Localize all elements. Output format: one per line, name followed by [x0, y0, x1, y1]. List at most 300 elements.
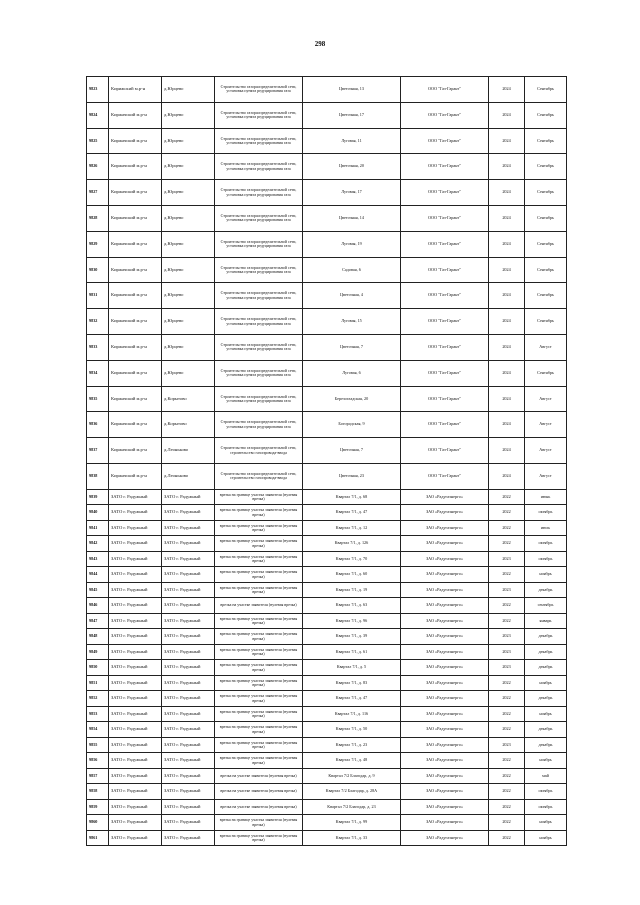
record-number-cell: 9845: [87, 582, 109, 598]
address-cell: Цветочная, 17: [303, 102, 401, 128]
table-row: [87, 505, 567, 521]
table-row: [87, 598, 567, 614]
settlement-cell: ЗАТО г. Радужный: [162, 629, 215, 645]
address-cell: Цветочная, 23: [303, 463, 401, 489]
month-cell: Сентябрь: [525, 205, 567, 231]
month-cell: ноябрь: [525, 830, 567, 846]
table-row: [87, 412, 567, 438]
settlement-cell: ЗАТО г. Радужный: [162, 520, 215, 536]
record-number-cell: 9833: [87, 334, 109, 360]
address-cell: Луговая, 19: [303, 231, 401, 257]
month-cell: ноябрь: [525, 706, 567, 722]
municipality-cell: ЗАТО г. Радужный: [109, 505, 162, 521]
address-cell: Квартал 7/1, д. 116: [303, 706, 401, 722]
records-table: [86, 76, 567, 846]
year-cell: 2022: [489, 613, 525, 629]
work-type-cell: Строительство газораспределительной сети, установка пункта редуцирования газа: [215, 102, 303, 128]
month-cell: май: [525, 768, 567, 784]
table-row: [87, 520, 567, 536]
work-type-cell: врезка на границе участка заявителя (нулевая врезка): [215, 629, 303, 645]
year-cell: 2022: [489, 536, 525, 552]
organization-cell: ООО "Газ-Гарант": [401, 257, 489, 283]
settlement-cell: ЗАТО г. Радужный: [162, 644, 215, 660]
address-cell: Луговая, 15: [303, 309, 401, 335]
record-number-cell: 9836: [87, 412, 109, 438]
work-type-cell: врезка на границе участка заявителя (нулевая врезка): [215, 551, 303, 567]
month-cell: октябрь: [525, 551, 567, 567]
settlement-cell: д.Юрцево: [162, 102, 215, 128]
record-number-cell: 9861: [87, 830, 109, 846]
record-number-cell: 9842: [87, 536, 109, 552]
table-row: [87, 77, 567, 103]
year-cell: 2022: [489, 799, 525, 815]
year-cell: 2022: [489, 567, 525, 583]
organization-cell: ЗАО «Радугаэнерго»: [401, 505, 489, 521]
settlement-cell: ЗАТО г. Радужный: [162, 598, 215, 614]
organization-cell: ЗАО «Радугаэнерго»: [401, 737, 489, 753]
address-cell: Квартал 7/1, д. 96: [303, 613, 401, 629]
organization-cell: ЗАО «Радугаэнерго»: [401, 551, 489, 567]
address-cell: Садовая, 6: [303, 257, 401, 283]
settlement-cell: д.Юрцево: [162, 77, 215, 103]
month-cell: Август: [525, 412, 567, 438]
month-cell: декабрь: [525, 644, 567, 660]
work-type-cell: врезка на границе участка заявителя (нулевая врезка): [215, 644, 303, 660]
month-cell: декабрь: [525, 629, 567, 645]
record-number-cell: 9828: [87, 205, 109, 231]
work-type-cell: Строительство газораспределительной сети, установка пункта редуцирования газа: [215, 205, 303, 231]
record-number-cell: 9839: [87, 489, 109, 505]
work-type-cell: врезка на границе участка заявителя (нулевая врезка): [215, 520, 303, 536]
record-number-cell: 9825: [87, 128, 109, 154]
table-row: [87, 613, 567, 629]
municipality-cell: ЗАТО г. Радужный: [109, 799, 162, 815]
address-cell: Цветочная, 7: [303, 334, 401, 360]
settlement-cell: ЗАТО г. Радужный: [162, 675, 215, 691]
address-cell: Квартал 7/1, д. 61: [303, 644, 401, 660]
year-cell: 2024: [489, 102, 525, 128]
organization-cell: ЗАО «Радугаэнерго»: [401, 722, 489, 738]
table-row: [87, 660, 567, 676]
address-cell: Квартал 7/1, д. 70: [303, 551, 401, 567]
record-number-cell: 9823: [87, 77, 109, 103]
settlement-cell: д.Леоньково: [162, 438, 215, 464]
page-number: 298: [314, 40, 326, 48]
table-row: [87, 386, 567, 412]
settlement-cell: ЗАТО г. Радужный: [162, 799, 215, 815]
organization-cell: ООО "Газ-Гарант": [401, 463, 489, 489]
work-type-cell: Строительство газораспределительной сети, установка пункта редуцирования газа: [215, 283, 303, 309]
settlement-cell: д.Леоньково: [162, 463, 215, 489]
table-row: [87, 360, 567, 386]
record-number-cell: 9827: [87, 180, 109, 206]
month-cell: январь: [525, 613, 567, 629]
month-cell: ноябрь: [525, 753, 567, 769]
table-row: [87, 629, 567, 645]
work-type-cell: врезка на границе участка заявителя (нулевая врезка): [215, 660, 303, 676]
record-number-cell: 9848: [87, 629, 109, 645]
year-cell: 2022: [489, 598, 525, 614]
year-cell: 2022: [489, 520, 525, 536]
month-cell: Сентябрь: [525, 283, 567, 309]
organization-cell: ЗАО «Радугаэнерго»: [401, 675, 489, 691]
settlement-cell: ЗАТО г. Радужный: [162, 536, 215, 552]
work-type-cell: врезка на границе участка заявителя (нулевая врезка): [215, 815, 303, 831]
organization-cell: ООО "Газ-Гарант": [401, 77, 489, 103]
settlement-cell: ЗАТО г. Радужный: [162, 613, 215, 629]
month-cell: ноябрь: [525, 675, 567, 691]
record-number-cell: 9853: [87, 706, 109, 722]
settlement-cell: ЗАТО г. Радужный: [162, 768, 215, 784]
year-cell: 2024: [489, 128, 525, 154]
address-cell: Луговая, 17: [303, 180, 401, 206]
organization-cell: ООО "Газ-Гарант": [401, 205, 489, 231]
month-cell: Август: [525, 386, 567, 412]
record-number-cell: 9847: [87, 613, 109, 629]
organization-cell: ЗАО «Радугаэнерго»: [401, 567, 489, 583]
work-type-cell: врезка на границе участка заявителя (нулевая врезка): [215, 722, 303, 738]
record-number-cell: 9832: [87, 309, 109, 335]
work-type-cell: Строительство газораспределительной сети, строительство газопровода-ввода: [215, 438, 303, 464]
year-cell: 2024: [489, 231, 525, 257]
address-cell: Луговая, 11: [303, 128, 401, 154]
work-type-cell: врезка на участке заявителя (нулевая врезка): [215, 799, 303, 815]
table-row: [87, 768, 567, 784]
settlement-cell: д.Юрцево: [162, 360, 215, 386]
municipality-cell: ЗАТО г. Радужный: [109, 660, 162, 676]
municipality-cell: ЗАТО г. Радужный: [109, 582, 162, 598]
work-type-cell: Строительство газораспределительной сети, строительство газопровода-ввода: [215, 463, 303, 489]
record-number-cell: 9850: [87, 660, 109, 676]
municipality-cell: ЗАТО г. Радужный: [109, 613, 162, 629]
organization-cell: ЗАО «Радугаэнерго»: [401, 799, 489, 815]
month-cell: октябрь: [525, 784, 567, 800]
address-cell: Луговая, 6: [303, 360, 401, 386]
month-cell: сентябрь: [525, 598, 567, 614]
table-row: [87, 463, 567, 489]
organization-cell: ЗАО «Радугаэнерго»: [401, 489, 489, 505]
settlement-cell: ЗАТО г. Радужный: [162, 784, 215, 800]
municipality-cell: ЗАТО г. Радужный: [109, 520, 162, 536]
municipality-cell: ЗАТО г. Радужный: [109, 753, 162, 769]
settlement-cell: ЗАТО г. Радужный: [162, 567, 215, 583]
year-cell: 2022: [489, 815, 525, 831]
table-row: [87, 799, 567, 815]
year-cell: 2022: [489, 489, 525, 505]
year-cell: 2024: [489, 257, 525, 283]
record-number-cell: 9856: [87, 753, 109, 769]
settlement-cell: ЗАТО г. Радужный: [162, 691, 215, 707]
settlement-cell: ЗАТО г. Радужный: [162, 582, 215, 598]
record-number-cell: 9831: [87, 283, 109, 309]
year-cell: 2024: [489, 180, 525, 206]
year-cell: 2022: [489, 768, 525, 784]
year-cell: 2022: [489, 675, 525, 691]
municipality-cell: ЗАТО г. Радужный: [109, 768, 162, 784]
municipality-cell: Киржачский м.р-н: [109, 205, 162, 231]
work-type-cell: Строительство газораспределительной сети, установка пункта редуцирования газа: [215, 360, 303, 386]
month-cell: Сентябрь: [525, 309, 567, 335]
municipality-cell: ЗАТО г. Радужный: [109, 691, 162, 707]
organization-cell: ЗАО «Радугаэнерго»: [401, 613, 489, 629]
work-type-cell: врезка на границе участка заявителя (нулевая врезка): [215, 613, 303, 629]
settlement-cell: д.Юрцево: [162, 154, 215, 180]
work-type-cell: врезка на границе участка заявителя (нулевая врезка): [215, 505, 303, 521]
municipality-cell: Киржачский м.р-н: [109, 463, 162, 489]
work-type-cell: Строительство газораспределительной сети, установка пункта редуцирования газа: [215, 309, 303, 335]
municipality-cell: Киржачский м.р-н: [109, 102, 162, 128]
record-number-cell: 9852: [87, 691, 109, 707]
month-cell: декабрь: [525, 660, 567, 676]
organization-cell: ЗАО «Радугаэнерго»: [401, 582, 489, 598]
year-cell: 2024: [489, 334, 525, 360]
work-type-cell: врезка на участке заявителя (нулевая врезка): [215, 598, 303, 614]
organization-cell: ООО "Газ-Гарант": [401, 438, 489, 464]
month-cell: декабрь: [525, 691, 567, 707]
address-cell: Богородская, 9: [303, 412, 401, 438]
record-number-cell: 9857: [87, 768, 109, 784]
work-type-cell: врезка на границе участка заявителя (нулевая врезка): [215, 536, 303, 552]
record-number-cell: 9824: [87, 102, 109, 128]
settlement-cell: ЗАТО г. Радужный: [162, 505, 215, 521]
address-cell: Квартал 7/1, д. 68: [303, 489, 401, 505]
organization-cell: ООО "Газ-Гарант": [401, 334, 489, 360]
record-number-cell: 9855: [87, 737, 109, 753]
year-cell: 2024: [489, 386, 525, 412]
record-number-cell: 9826: [87, 154, 109, 180]
settlement-cell: д.Юрцево: [162, 257, 215, 283]
table-row: [87, 644, 567, 660]
address-cell: Квартал 7/1, д. 19: [303, 582, 401, 598]
address-cell: Квартал 7/1, д. 47: [303, 691, 401, 707]
settlement-cell: ЗАТО г. Радужный: [162, 489, 215, 505]
work-type-cell: врезка на границе участка заявителя (нулевая врезка): [215, 830, 303, 846]
organization-cell: ЗАО «Радугаэнерго»: [401, 706, 489, 722]
address-cell: Квартал 7/1, д. 126: [303, 536, 401, 552]
month-cell: октябрь: [525, 505, 567, 521]
record-number-cell: 9837: [87, 438, 109, 464]
work-type-cell: Строительство газораспределительной сети, установка пункта редуцирования газа: [215, 154, 303, 180]
address-cell: Квартал 7/1, д. 33: [303, 830, 401, 846]
table-row: [87, 154, 567, 180]
work-type-cell: Строительство газораспределительной сети, установка пункта редуцирования газа: [215, 180, 303, 206]
municipality-cell: Киржачский м.р-н: [109, 438, 162, 464]
month-cell: Сентябрь: [525, 102, 567, 128]
municipality-cell: Киржачский м.р-н: [109, 360, 162, 386]
municipality-cell: ЗАТО г. Радужный: [109, 551, 162, 567]
settlement-cell: ЗАТО г. Радужный: [162, 815, 215, 831]
municipality-cell: ЗАТО г. Радужный: [109, 644, 162, 660]
work-type-cell: врезка на границе участка заявителя (нулевая врезка): [215, 489, 303, 505]
year-cell: 2023: [489, 660, 525, 676]
municipality-cell: ЗАТО г. Радужный: [109, 784, 162, 800]
organization-cell: ЗАО «Радугаэнерго»: [401, 520, 489, 536]
month-cell: Сентябрь: [525, 180, 567, 206]
record-number-cell: 9844: [87, 567, 109, 583]
table-row: [87, 438, 567, 464]
municipality-cell: ЗАТО г. Радужный: [109, 722, 162, 738]
year-cell: 2022: [489, 753, 525, 769]
address-cell: Квартал 7/1, д. 83: [303, 675, 401, 691]
month-cell: октябрь: [525, 536, 567, 552]
record-number-cell: 9835: [87, 386, 109, 412]
month-cell: декабрь: [525, 582, 567, 598]
year-cell: 2023: [489, 644, 525, 660]
settlement-cell: д.Корытово: [162, 412, 215, 438]
work-type-cell: врезка на участке заявителя (нулевая врезка): [215, 784, 303, 800]
municipality-cell: ЗАТО г. Радужный: [109, 737, 162, 753]
month-cell: декабрь: [525, 737, 567, 753]
table-row: [87, 722, 567, 738]
address-cell: Квартал 7/1, д. 50: [303, 722, 401, 738]
organization-cell: ООО "Газ-Гарант": [401, 412, 489, 438]
address-cell: Квартал 7/2 Благодар, д. 28А: [303, 784, 401, 800]
table-row: [87, 309, 567, 335]
record-number-cell: 9829: [87, 231, 109, 257]
table-row: [87, 180, 567, 206]
settlement-cell: ЗАТО г. Радужный: [162, 753, 215, 769]
municipality-cell: Киржачский м.р-н: [109, 334, 162, 360]
year-cell: 2022: [489, 691, 525, 707]
record-number-cell: 9843: [87, 551, 109, 567]
table-row: [87, 815, 567, 831]
table-row: [87, 691, 567, 707]
settlement-cell: д.Юрцево: [162, 283, 215, 309]
year-cell: 2023: [489, 582, 525, 598]
month-cell: Сентябрь: [525, 154, 567, 180]
organization-cell: ЗАО «Радугаэнерго»: [401, 629, 489, 645]
year-cell: 2023: [489, 551, 525, 567]
municipality-cell: ЗАТО г. Радужный: [109, 629, 162, 645]
address-cell: Квартал 7/1, д. 63: [303, 598, 401, 614]
table-row: [87, 102, 567, 128]
organization-cell: ООО "Газ-Гарант": [401, 102, 489, 128]
address-cell: Березогладская, 20: [303, 386, 401, 412]
year-cell: 2022: [489, 505, 525, 521]
settlement-cell: ЗАТО г. Радужный: [162, 706, 215, 722]
settlement-cell: д.Юрцево: [162, 334, 215, 360]
year-cell: 2022: [489, 784, 525, 800]
organization-cell: ЗАО «Радугаэнерго»: [401, 644, 489, 660]
table-row: [87, 706, 567, 722]
record-number-cell: 9834: [87, 360, 109, 386]
year-cell: 2024: [489, 154, 525, 180]
table-row: [87, 231, 567, 257]
record-number-cell: 9841: [87, 520, 109, 536]
municipality-cell: Киржачский м.р-н: [109, 128, 162, 154]
year-cell: 2022: [489, 830, 525, 846]
year-cell: 2022: [489, 706, 525, 722]
address-cell: Цветочная, 20: [303, 154, 401, 180]
month-cell: Сентябрь: [525, 231, 567, 257]
work-type-cell: врезка на границе участка заявителя (нулевая врезка): [215, 675, 303, 691]
organization-cell: ЗАО «Радугаэнерго»: [401, 830, 489, 846]
month-cell: июль: [525, 520, 567, 536]
month-cell: Август: [525, 438, 567, 464]
table-row: [87, 582, 567, 598]
address-cell: Квартал 7/1, д. 47: [303, 505, 401, 521]
record-number-cell: 9840: [87, 505, 109, 521]
municipality-cell: ЗАТО г. Радужный: [109, 830, 162, 846]
municipality-cell: ЗАТО г. Радужный: [109, 536, 162, 552]
municipality-cell: Киржачский м.р-н: [109, 386, 162, 412]
table-row: [87, 128, 567, 154]
month-cell: Сентябрь: [525, 128, 567, 154]
month-cell: Сентябрь: [525, 77, 567, 103]
work-type-cell: врезка на границе участка заявителя (нулевая врезка): [215, 567, 303, 583]
municipality-cell: ЗАТО г. Радужный: [109, 598, 162, 614]
year-cell: 2024: [489, 438, 525, 464]
address-cell: Квартал 7/1, д. 48: [303, 753, 401, 769]
organization-cell: ЗАО «Радугаэнерго»: [401, 660, 489, 676]
organization-cell: ЗАО «Радугаэнерго»: [401, 768, 489, 784]
municipality-cell: Киржачский м.р-н: [109, 154, 162, 180]
record-number-cell: 9858: [87, 784, 109, 800]
address-cell: Квартал 7/2 Благодар, д. 9: [303, 768, 401, 784]
work-type-cell: Строительство газораспределительной сети, установка пункта редуцирования газа: [215, 231, 303, 257]
address-cell: Квартал 7/1, д. 99: [303, 815, 401, 831]
organization-cell: ЗАО «Радугаэнерго»: [401, 691, 489, 707]
work-type-cell: Строительство газораспределительной сети, установка пункта редуцирования газа: [215, 412, 303, 438]
address-cell: Квартал 7/1, д. 23: [303, 737, 401, 753]
table-row: [87, 675, 567, 691]
month-cell: Сентябрь: [525, 360, 567, 386]
organization-cell: ЗАО «Радугаэнерго»: [401, 815, 489, 831]
settlement-cell: д.Корытово: [162, 386, 215, 412]
municipality-cell: Киржачский м.р-н: [109, 283, 162, 309]
settlement-cell: д.Юрцево: [162, 231, 215, 257]
work-type-cell: Строительство газораспределительной сети, установка пункта редуцирования газа: [215, 77, 303, 103]
address-cell: Цветочная, 14: [303, 205, 401, 231]
settlement-cell: ЗАТО г. Радужный: [162, 830, 215, 846]
settlement-cell: д.Юрцево: [162, 128, 215, 154]
organization-cell: ООО "Газ-Гарант": [401, 231, 489, 257]
address-cell: Цветочная, 7: [303, 438, 401, 464]
year-cell: 2024: [489, 309, 525, 335]
record-number-cell: 9838: [87, 463, 109, 489]
work-type-cell: врезка на границе участка заявителя (нулевая врезка): [215, 737, 303, 753]
work-type-cell: врезка на границе участка заявителя (нулевая врезка): [215, 706, 303, 722]
year-cell: 2024: [489, 77, 525, 103]
municipality-cell: ЗАТО г. Радужный: [109, 706, 162, 722]
settlement-cell: д.Юрцево: [162, 205, 215, 231]
year-cell: 2023: [489, 737, 525, 753]
municipality-cell: ЗАТО г. Радужный: [109, 489, 162, 505]
municipality-cell: Киржачский м.р-н: [109, 257, 162, 283]
record-number-cell: 9830: [87, 257, 109, 283]
table-row: [87, 830, 567, 846]
year-cell: 2024: [489, 463, 525, 489]
work-type-cell: Строительство газораспределительной сети, установка пункта редуцирования газа: [215, 334, 303, 360]
organization-cell: ЗАО «Радугаэнерго»: [401, 598, 489, 614]
table-row: [87, 489, 567, 505]
table-row: [87, 784, 567, 800]
table-row: [87, 737, 567, 753]
municipality-cell: ЗАТО г. Радужный: [109, 675, 162, 691]
month-cell: Август: [525, 463, 567, 489]
table-row: [87, 257, 567, 283]
municipality-cell: Киржачский м.р-н: [109, 180, 162, 206]
organization-cell: ООО "Газ-Гарант": [401, 283, 489, 309]
settlement-cell: д.Юрцево: [162, 180, 215, 206]
organization-cell: ЗАО «Радугаэнерго»: [401, 536, 489, 552]
table-row: [87, 551, 567, 567]
work-type-cell: Строительство газораспределительной сети, установка пункта редуцирования газа: [215, 386, 303, 412]
year-cell: 2024: [489, 283, 525, 309]
organization-cell: ООО "Газ-Гарант": [401, 360, 489, 386]
record-number-cell: 9860: [87, 815, 109, 831]
organization-cell: ООО "Газ-Гарант": [401, 309, 489, 335]
